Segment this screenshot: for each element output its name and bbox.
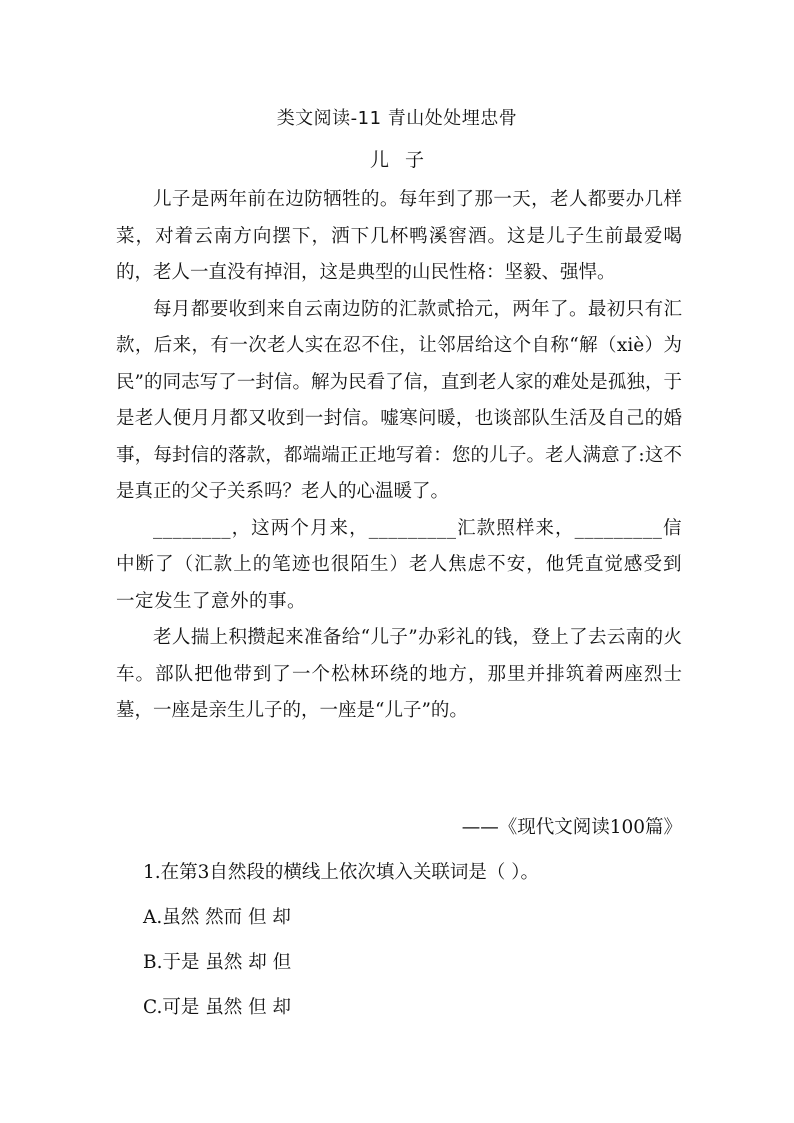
option-b: B.于是 虽然 却 但 xyxy=(143,952,292,973)
paragraph-4: 老人揣上积攒起来准备给“儿子”办彩礼的钱，登上了去云南的火车。部队把他带到了一个松林环绕的地方，那里并排筑着两座烈士墓，一座是亲生儿子的，一座是“儿子”的。 xyxy=(116,627,682,721)
document-title: 类文阅读-11 青山处处埋忠骨 xyxy=(276,108,518,129)
question-1 xyxy=(143,850,683,1030)
story-body xyxy=(116,182,682,730)
paragraph-2: 每月都要收到来自云南边防的汇款贰拾元，两年了。最初只有汇款，后来，有一次老人实在忍不住，让邻居给这个自称“解（xiè）为民”的同志写了一封信。解为民看了信，直到老人家的难处是孤独，于是老人便月月都又收到一封信。嘘寒问暖，也谈部队生活及自己的婚事，每封信的落款，都端端正正地写着：您的儿子。老人满意了:这不是真正的父子关系吗？老人的心温暖了。 xyxy=(116,298,682,502)
paragraph-3: ________，这两个月来，_________汇款照样来，_________信中断了（汇款上的笔迹也很陌生）老人焦虑不安，他凭直觉感受到一定发生了意外的事。 xyxy=(116,517,682,612)
question-stem: 1.在第3自然段的横线上依次填入关联词是（ ）。 xyxy=(143,862,540,883)
option-c: C.可是 虽然 但 却 xyxy=(143,997,292,1018)
paragraph-1: 儿子是两年前在边防牺牲的。每年到了那一天，老人都要办几样菜，对着云南方向摆下，洒下几杯鸭溪窖酒。这是儿子生前最爱喝的，老人一直没有掉泪，这是典型的山民性格：坚毅、强悍。 xyxy=(116,189,682,283)
source-citation: ——《现代文阅读100篇》 xyxy=(461,817,682,838)
option-a: A.虽然 然而 但 却 xyxy=(143,907,291,928)
story-title: 儿子 xyxy=(369,149,440,171)
